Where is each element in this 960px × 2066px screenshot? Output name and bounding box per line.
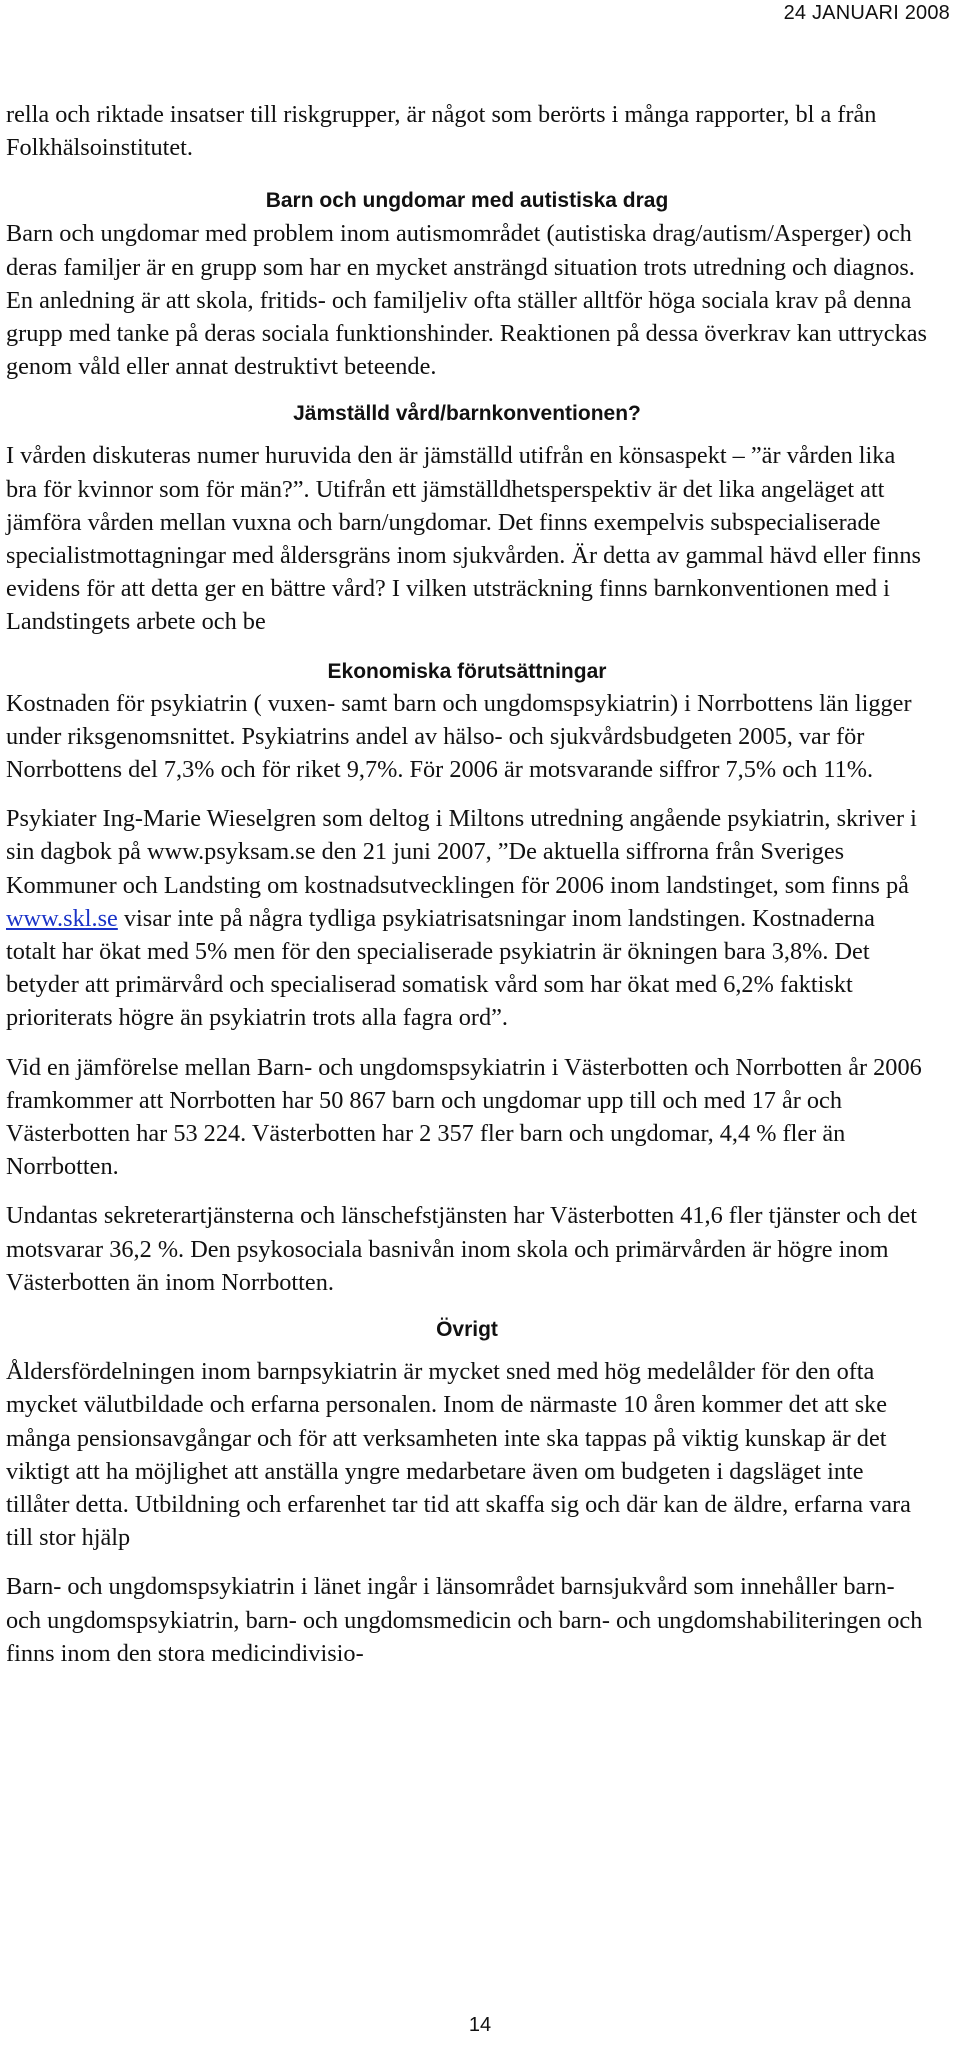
- header-date: 24 JANUARI 2008: [783, 2, 950, 24]
- economy-paragraph-4: Undantas sekreterartjänsterna och länschefstjänsten har Västerbotten 41,6 fler tjänster och det motsvarar 36,2 %. Den psykosociala basnivån inom skola och primärvården är högre inom Västerbotten än inom Norrbotten.: [6, 1202, 918, 1296]
- economy-paragraph-2: [6, 802, 928, 1034]
- heading-other: Övrigt: [436, 1318, 498, 1342]
- economy-paragraph-3: Vid en jämförelse mellan Barn- och ungdomspsykiatrin i Västerbotten och Norrbotten år 2006 framkommer att Norrbotten har 50 867 barn och ungdomar upp till och med 17 år och Västerbotten har 53 224. Västerbotten har 2 357 fler barn och ungdomar, 4,4 % fler än Norrbotten.: [6, 1053, 922, 1181]
- document-body: [6, 98, 928, 1670]
- other-paragraph-2: Barn- och ungdomspsykiatrin i länet ingår i länsområdet barnsjukvård som innehåller barn- och ungdomspsykiatrin, barn- och ungdomsmedicin och barn- och ungdomshabiliteringen och finns inom den stora medicindivisio-: [6, 1573, 923, 1667]
- intro-paragraph: rella och riktade insatser till riskgrupper, är något som berörts i många rapporter, bl a från Folkhälsoinstitutet.: [6, 101, 877, 162]
- economy-paragraph-2-start: Psykiater Ing-Marie Wieselgren som deltog i Miltons utredning angående psykiatrin, skriver i sin dagbok på www.psyksam.se den 21 juni 2007, ”De aktuella siffrorna från Sveriges Kommuner och Landsting om kostnadsutvecklingen för 2006 inom landstinget, som finns på: [6, 805, 917, 899]
- economy-paragraph-1: Kostnaden för psykiatrin ( vuxen- samt barn och ungdomspsykiatrin) i Norrbottens län ligger under riksgenomsnittet. Psykiatrins andel av hälso- och sjukvårdsbudgeten 2005, var för Norrbottens del 7,3% och för riket 9,7%. För 2006 är motsvarande siffror 7,5% och 11%.: [6, 689, 912, 784]
- page-number: 14: [468, 2014, 492, 2036]
- heading-autism: Barn och ungdomar med autistiska drag: [265, 189, 669, 213]
- heading-equal-care: Jämställd vård/barnkonventionen?: [293, 402, 641, 426]
- autism-paragraph: Barn och ungdomar med problem inom autismområdet (autistiska drag/autism/Asperger) och deras familjer är en grupp som har en mycket ansträngd situation trots utredning och diagnos. En anledning är att skola, fritids- och familjeliv ofta ställer alltför höga sociala krav på denna grupp med tanke på deras sociala funktionshinder. Reaktionen på dessa överkrav kan uttryckas genom våld eller annat destruktivt beteende.: [6, 220, 927, 381]
- economy-paragraph-2-end: visar inte på några tydliga psykiatrisatsningar inom landstingen. Kostnaderna totalt har ökat med 5% men för den specialiserade psykiatrin är ökningen bara 3,8%. Det betyder att primärvård och specialiserad somatisk vård som har ökat med 6,2% faktiskt prioriterats högre än psykiatrin trots alla fagra ord”.: [6, 904, 875, 1032]
- skl-link[interactable]: www.skl.se: [6, 904, 118, 932]
- equal-care-paragraph: I vården diskuteras numer huruvida den är jämställd utifrån en könsaspekt – ”är vården lika bra för kvinnor som för män?”. Utifrån ett jämställdhetsperspektiv är det lika angeläget att jämföra vården mellan vuxna och barn/ungdomar. Det finns exempelvis subspecialiserade specialistmottagningar med åldersgräns inom sjukvården. Är detta av gammal hävd eller finns evidens för att detta ger en bättre vård? I vilken utsträckning finns barnkonventionen med i Landstingets arbete och be: [6, 442, 921, 636]
- other-paragraph-1: Åldersfördelningen inom barnpsykiatrin är mycket sned med hög medelålder för den ofta mycket välutbildade och erfarna personalen. Inom de närmaste 10 åren kommer det att ske många pensionsavgångar och för att verksamheten inte ska tappas på viktig kunskap är det viktigt att ha möjlighet att anställa yngre medarbetare även om budgeten i dagsläget inte tillåter detta. Utbildning och erfarenhet tar tid att skaffa sig och där kan de äldre, erfarna vara till stor hjälp: [6, 1358, 911, 1552]
- heading-economy: Ekonomiska förutsättningar: [327, 659, 607, 683]
